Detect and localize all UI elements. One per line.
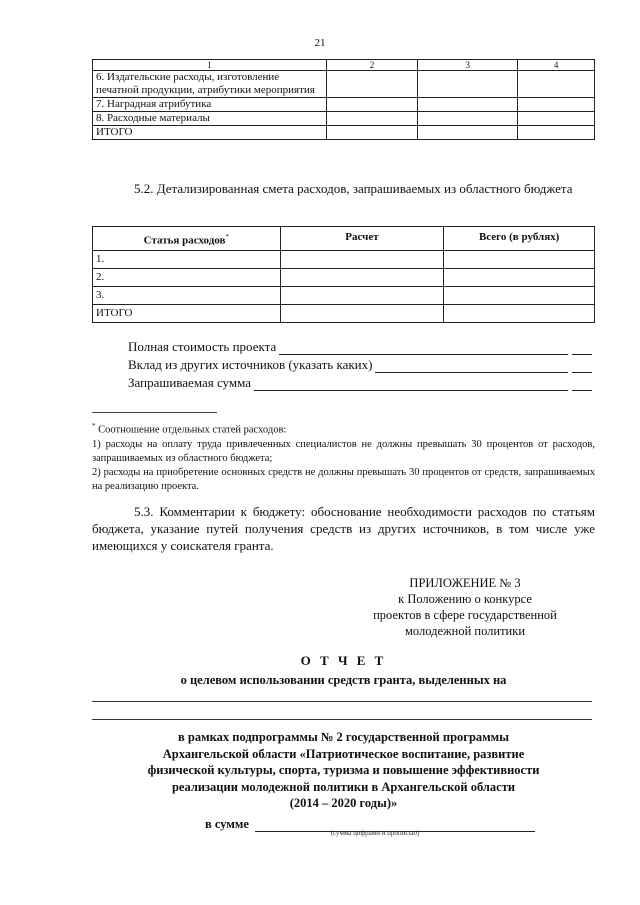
field-label: Запрашиваемая сумма bbox=[128, 375, 252, 390]
blank-fill-line bbox=[254, 378, 568, 391]
report-subtitle: о целевом использовании средств гранта, выделенных на bbox=[180, 673, 507, 687]
table-cell bbox=[444, 304, 595, 322]
column-number: 3 bbox=[418, 60, 518, 71]
blank-fill-line bbox=[92, 719, 592, 720]
expenses-table bbox=[92, 59, 595, 140]
column-header: Статья расходов* bbox=[93, 227, 281, 251]
table-cell bbox=[518, 112, 595, 126]
table-cell bbox=[418, 71, 518, 98]
appendix-line: к Положению о конкурсе bbox=[398, 592, 532, 606]
row-label: 2. bbox=[93, 268, 281, 286]
footnote-mark: * bbox=[225, 233, 229, 241]
table-row bbox=[93, 304, 595, 322]
footnote-divider bbox=[92, 412, 217, 413]
field-label: Полная стоимость проекта bbox=[128, 339, 277, 354]
table-cell bbox=[280, 268, 444, 286]
table-cell bbox=[326, 98, 418, 112]
table-header-row bbox=[93, 227, 595, 251]
row-label: 3. bbox=[93, 286, 281, 304]
table-cell bbox=[326, 126, 418, 140]
table-row bbox=[93, 112, 595, 126]
table-cell bbox=[444, 286, 595, 304]
table-cell bbox=[326, 112, 418, 126]
table-header-row bbox=[93, 60, 595, 71]
table-cell bbox=[518, 126, 595, 140]
table-row bbox=[93, 250, 595, 268]
footnote-mark: * bbox=[92, 422, 96, 430]
table-row bbox=[93, 126, 595, 140]
column-number: 4 bbox=[518, 60, 595, 71]
row-label: 1. bbox=[93, 250, 281, 268]
appendix-heading bbox=[340, 575, 590, 639]
section-5-3-paragraph: 5.3. Комментарии к бюджету: обоснование необходимости расходов по статьям бюджета, указание путей получения средств из других источников, в том числе уже имеющихся у соискателя гранта. bbox=[92, 504, 595, 553]
requested-sum-line bbox=[128, 375, 592, 391]
table-row bbox=[93, 71, 595, 98]
row-label: ИТОГО bbox=[93, 304, 281, 322]
blank-fill-line bbox=[92, 701, 592, 702]
table-cell bbox=[444, 268, 595, 286]
appendix-line: проектов в сфере государственной bbox=[373, 608, 557, 622]
blank-fill-line bbox=[572, 342, 592, 355]
appendix-line: ПРИЛОЖЕНИЕ № 3 bbox=[409, 576, 521, 590]
other-sources-line bbox=[128, 357, 592, 373]
row-label: 6. Издательские расходы, изготовление печатной продукции, атрибутики мероприятия bbox=[93, 71, 327, 98]
row-label: 8. Расходные материалы bbox=[93, 112, 327, 126]
field-label: Вклад из других источников (указать каких) bbox=[128, 357, 373, 372]
row-label: 7. Наградная атрибутика bbox=[93, 98, 327, 112]
blank-fill-line bbox=[572, 378, 592, 391]
blank-fill-line bbox=[279, 342, 568, 355]
table-cell bbox=[518, 71, 595, 98]
program-description: в рамках подпрограммы № 2 государственной программы Архангельской области «Патриотическое воспитание, развитие физической культуры, спорта, туризма и повышение эффективности реализации молодежной политики в Архангельской области (2014 – 2020 годы)» bbox=[147, 730, 540, 810]
sum-caption: (сумма цифрами и прописью) bbox=[330, 829, 420, 837]
table-cell bbox=[280, 286, 444, 304]
table-cell bbox=[418, 112, 518, 126]
footnote-item-2: 2) расходы на приобретение основных средств не должны превышать 30 процентов от средств, запрашиваемых на реализацию проекта. bbox=[92, 466, 595, 492]
column-header: Всего (в рублях) bbox=[444, 227, 595, 251]
table-row bbox=[93, 286, 595, 304]
column-number: 1 bbox=[93, 60, 327, 71]
page-number: 21 bbox=[314, 37, 326, 49]
full-cost-line bbox=[128, 339, 592, 355]
footnote-item-1: 1) расходы на оплату труда привлеченных специалистов не должны превышать 30 процентов от расходов, запрашиваемых из областного бюджета; bbox=[92, 438, 595, 464]
row-label: ИТОГО bbox=[93, 126, 327, 140]
table-cell bbox=[326, 71, 418, 98]
field-label: в сумме bbox=[205, 817, 249, 831]
table-cell bbox=[418, 126, 518, 140]
column-number: 2 bbox=[326, 60, 418, 71]
column-header: Расчет bbox=[280, 227, 444, 251]
report-title: О Т Ч Е Т bbox=[300, 653, 387, 668]
table-row bbox=[93, 268, 595, 286]
section-5-2-heading: 5.2. Детализированная смета расходов, запрашиваемых из областного бюджета bbox=[134, 181, 573, 196]
table-cell bbox=[280, 304, 444, 322]
table-cell bbox=[418, 98, 518, 112]
detailed-budget-table bbox=[92, 226, 595, 323]
appendix-line: молодежной политики bbox=[404, 624, 526, 638]
table-cell bbox=[280, 250, 444, 268]
blank-fill-line bbox=[375, 360, 568, 373]
table-cell bbox=[444, 250, 595, 268]
blank-fill-line bbox=[572, 360, 592, 373]
footnote bbox=[92, 419, 595, 494]
table-row bbox=[93, 98, 595, 112]
footnote-title: * Соотношение отдельных статей расходов: bbox=[92, 422, 287, 436]
table-cell bbox=[518, 98, 595, 112]
